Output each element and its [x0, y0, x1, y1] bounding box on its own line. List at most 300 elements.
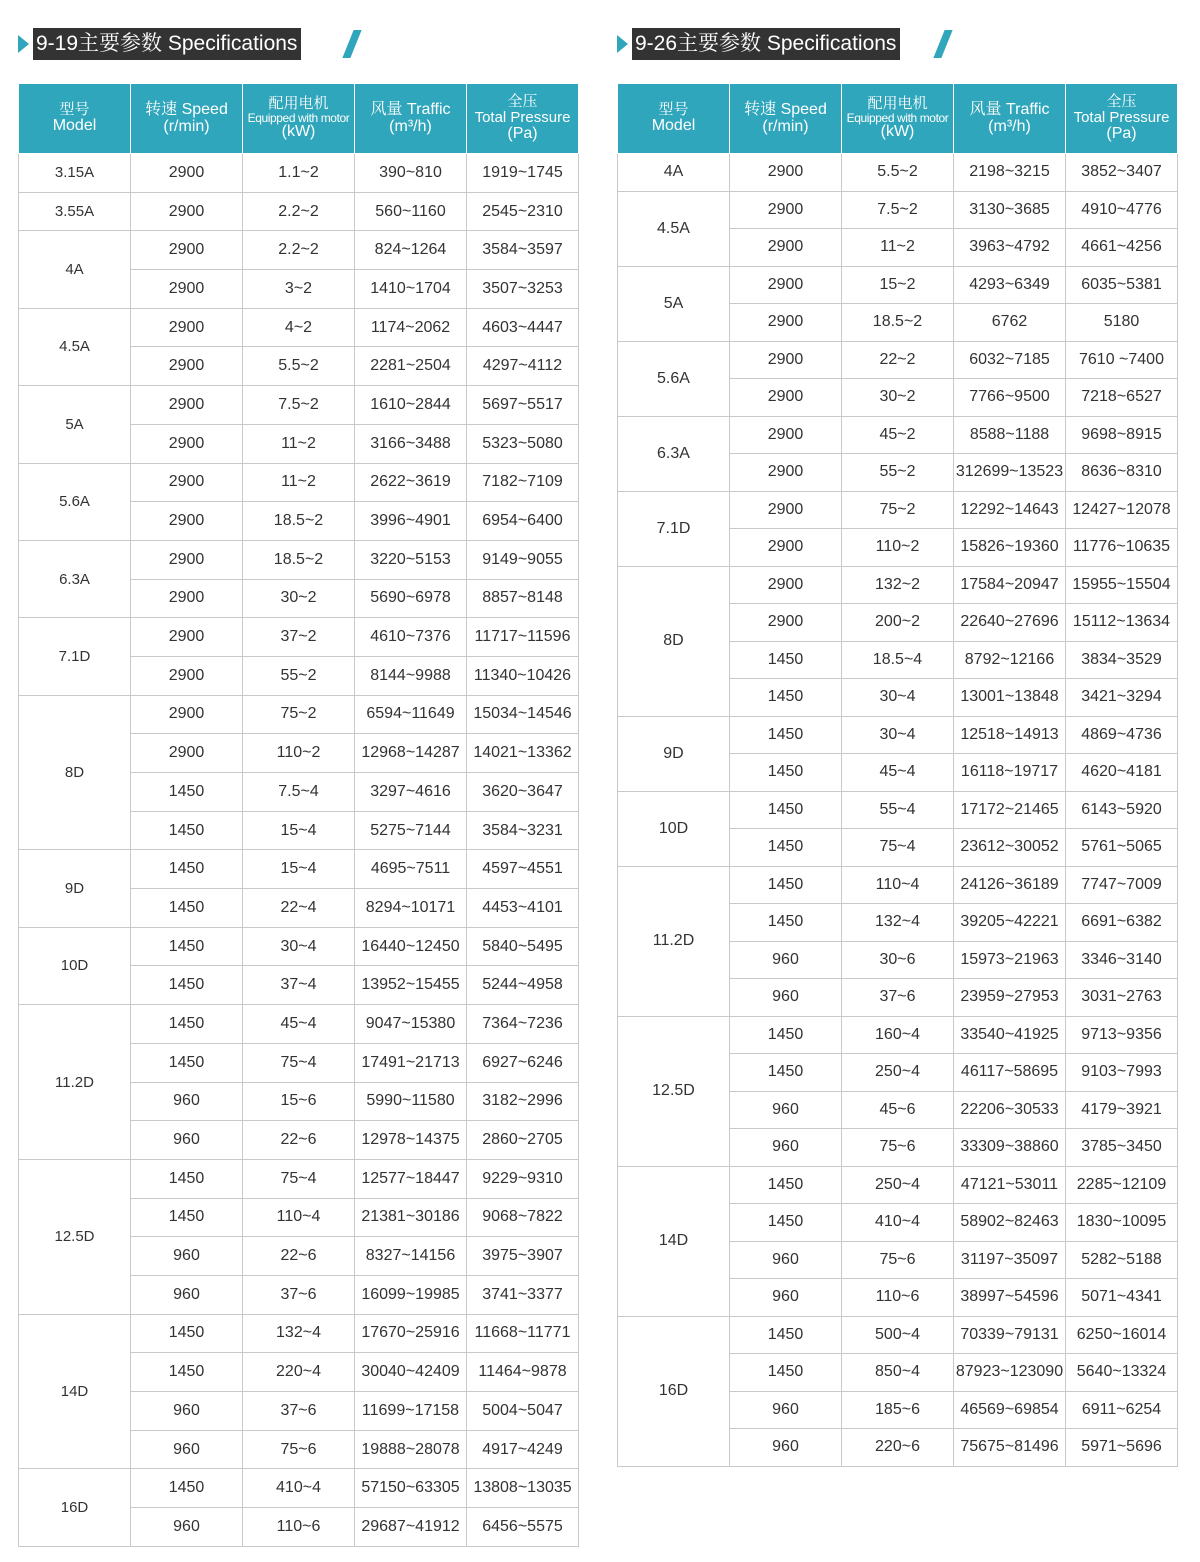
traffic-cell: 39205~42221: [954, 904, 1066, 942]
traffic-cell: 6594~11649: [355, 695, 467, 734]
pressure-cell: 9713~9356: [1066, 1016, 1178, 1054]
table-row: [19, 231, 579, 270]
traffic-cell: 58902~82463: [954, 1204, 1066, 1242]
motor-cell: 4~2: [243, 308, 355, 347]
pressure-cell: 5640~13324: [1066, 1354, 1178, 1392]
motor-cell: 500~4: [842, 1316, 954, 1354]
pressure-cell: 6035~5381: [1066, 266, 1178, 304]
model-cell: 11.2D: [618, 866, 730, 1016]
motor-cell: 2.2~2: [243, 231, 355, 270]
traffic-cell: 13952~15455: [355, 966, 467, 1005]
speed-cell: 1450: [730, 866, 842, 904]
pressure-cell: 8857~8148: [467, 579, 579, 618]
speed-cell: 1450: [131, 1469, 243, 1508]
motor-cell: 410~4: [842, 1204, 954, 1242]
pressure-cell: 7182~7109: [467, 463, 579, 502]
motor-cell: 110~4: [243, 1198, 355, 1237]
speed-cell: 2900: [730, 454, 842, 492]
pressure-cell: 3834~3529: [1066, 641, 1178, 679]
traffic-cell: 3297~4616: [355, 773, 467, 812]
pressure-cell: 13808~13035: [467, 1469, 579, 1508]
speed-cell: 2900: [131, 695, 243, 734]
header-row: [618, 84, 1178, 154]
motor-cell: 7.5~4: [243, 773, 355, 812]
pressure-cell: 5004~5047: [467, 1392, 579, 1431]
motor-cell: 5.5~2: [243, 347, 355, 386]
traffic-cell: 22206~30533: [954, 1091, 1066, 1129]
table-body: [19, 154, 579, 1547]
traffic-cell: 17491~21713: [355, 1043, 467, 1082]
speed-cell: 1450: [730, 1016, 842, 1054]
motor-cell: 45~6: [842, 1091, 954, 1129]
speed-cell: 960: [730, 1241, 842, 1279]
traffic-cell: 12577~18447: [355, 1159, 467, 1198]
traffic-cell: 46117~58695: [954, 1054, 1066, 1092]
traffic-cell: 33540~41925: [954, 1016, 1066, 1054]
motor-cell: 45~4: [243, 1005, 355, 1044]
traffic-cell: 8588~1188: [954, 416, 1066, 454]
pressure-cell: 3031~2763: [1066, 979, 1178, 1017]
header-pressure: 全压 Total Pressure (Pa): [467, 84, 579, 154]
table-row: [19, 308, 579, 347]
spec-table-9-26: [617, 83, 1178, 1467]
table-row: [19, 850, 579, 889]
traffic-cell: 1610~2844: [355, 386, 467, 425]
traffic-cell: 46569~69854: [954, 1391, 1066, 1429]
speed-cell: 2900: [131, 656, 243, 695]
speed-cell: 1450: [131, 1353, 243, 1392]
table-row: [19, 695, 579, 734]
model-cell: 6.3A: [618, 416, 730, 491]
motor-cell: 30~4: [842, 716, 954, 754]
speed-cell: 960: [131, 1082, 243, 1121]
motor-cell: 22~4: [243, 889, 355, 928]
pressure-cell: 6954~6400: [467, 502, 579, 541]
speed-cell: 2900: [131, 502, 243, 541]
traffic-cell: 2622~3619: [355, 463, 467, 502]
pressure-cell: 15112~13634: [1066, 604, 1178, 642]
motor-cell: 18.5~2: [243, 540, 355, 579]
traffic-cell: 5690~6978: [355, 579, 467, 618]
pressure-cell: 9698~8915: [1066, 416, 1178, 454]
pressure-cell: 7747~7009: [1066, 866, 1178, 904]
arrow-icon: [617, 35, 628, 53]
motor-cell: 7.5~2: [842, 191, 954, 229]
pressure-cell: 2545~2310: [467, 192, 579, 231]
speed-cell: 2900: [131, 308, 243, 347]
motor-cell: 55~2: [243, 656, 355, 695]
motor-cell: 410~4: [243, 1469, 355, 1508]
model-cell: 11.2D: [19, 1005, 131, 1160]
model-cell: 9D: [19, 850, 131, 927]
traffic-cell: 47121~53011: [954, 1166, 1066, 1204]
pressure-cell: 3507~3253: [467, 270, 579, 309]
model-cell: 9D: [618, 716, 730, 791]
motor-cell: 110~2: [842, 529, 954, 567]
speed-cell: 2900: [131, 734, 243, 773]
pressure-cell: 4603~4447: [467, 308, 579, 347]
pressure-cell: 7610 ~7400: [1066, 341, 1178, 379]
motor-cell: 11~2: [243, 424, 355, 463]
header-speed: 转速 Speed (r/min): [730, 84, 842, 154]
traffic-cell: 4695~7511: [355, 850, 467, 889]
model-cell: 5A: [19, 386, 131, 463]
pressure-cell: 11776~10635: [1066, 529, 1178, 567]
motor-cell: 30~6: [842, 941, 954, 979]
section-title: 9-26主要参数 Specifications: [632, 28, 900, 60]
header-traffic: 风量 Traffic (m³/h): [355, 84, 467, 154]
pressure-cell: 3975~3907: [467, 1237, 579, 1276]
model-cell: 7.1D: [19, 618, 131, 695]
traffic-cell: 390~810: [355, 154, 467, 193]
table-row: [19, 192, 579, 231]
speed-cell: 2900: [131, 579, 243, 618]
pressure-cell: 1830~10095: [1066, 1204, 1178, 1242]
traffic-cell: 24126~36189: [954, 866, 1066, 904]
traffic-cell: 23959~27953: [954, 979, 1066, 1017]
header-model: 型号 Model: [19, 84, 131, 154]
traffic-cell: 12518~14913: [954, 716, 1066, 754]
speed-cell: 960: [131, 1508, 243, 1547]
header-motor: 配用电机 Equipped with motor (kW): [842, 84, 954, 154]
motor-cell: 110~4: [842, 866, 954, 904]
spec-table-9-19: [18, 83, 579, 1547]
speed-cell: 1450: [131, 927, 243, 966]
traffic-cell: 57150~63305: [355, 1469, 467, 1508]
speed-cell: 1450: [131, 1043, 243, 1082]
arrow-icon: [18, 35, 29, 53]
traffic-cell: 3166~3488: [355, 424, 467, 463]
motor-cell: 30~2: [842, 379, 954, 417]
motor-cell: 11~2: [243, 463, 355, 502]
traffic-cell: 13001~13848: [954, 679, 1066, 717]
motor-cell: 11~2: [842, 229, 954, 267]
motor-cell: 45~2: [842, 416, 954, 454]
traffic-cell: 12292~14643: [954, 491, 1066, 529]
speed-cell: 2900: [730, 604, 842, 642]
pressure-cell: 3741~3377: [467, 1275, 579, 1314]
speed-cell: 2900: [730, 266, 842, 304]
traffic-cell: 2198~3215: [954, 154, 1066, 192]
pressure-cell: 9103~7993: [1066, 1054, 1178, 1092]
slash-decoration: [933, 30, 952, 58]
pressure-cell: 4910~4776: [1066, 191, 1178, 229]
pressure-cell: 3182~2996: [467, 1082, 579, 1121]
speed-cell: 1450: [131, 1159, 243, 1198]
table-row: [19, 1314, 579, 1353]
traffic-cell: 17670~25916: [355, 1314, 467, 1353]
table-row: [19, 1469, 579, 1508]
motor-cell: 15~2: [842, 266, 954, 304]
motor-cell: 30~4: [842, 679, 954, 717]
pressure-cell: 3584~3231: [467, 811, 579, 850]
model-cell: 7.1D: [618, 491, 730, 566]
pressure-cell: 4917~4249: [467, 1430, 579, 1469]
speed-cell: 2900: [730, 416, 842, 454]
header-row: [19, 84, 579, 154]
pressure-cell: 3620~3647: [467, 773, 579, 812]
motor-cell: 110~2: [243, 734, 355, 773]
pressure-cell: 4620~4181: [1066, 754, 1178, 792]
speed-cell: 1450: [131, 1314, 243, 1353]
traffic-cell: 8294~10171: [355, 889, 467, 928]
pressure-cell: 6927~6246: [467, 1043, 579, 1082]
traffic-cell: 8792~12166: [954, 641, 1066, 679]
section-title-bar: [617, 28, 957, 60]
traffic-cell: 8327~14156: [355, 1237, 467, 1276]
motor-cell: 75~4: [243, 1043, 355, 1082]
table-row: [618, 866, 1178, 904]
traffic-cell: 5275~7144: [355, 811, 467, 850]
speed-cell: 2900: [730, 341, 842, 379]
motor-cell: 132~4: [243, 1314, 355, 1353]
table-row: [19, 463, 579, 502]
motor-cell: 37~4: [243, 966, 355, 1005]
pressure-cell: 4179~3921: [1066, 1091, 1178, 1129]
motor-cell: 220~6: [842, 1429, 954, 1467]
pressure-cell: 5244~4958: [467, 966, 579, 1005]
traffic-cell: 6762: [954, 304, 1066, 342]
traffic-cell: 3220~5153: [355, 540, 467, 579]
table-row: [618, 266, 1178, 304]
traffic-cell: 9047~15380: [355, 1005, 467, 1044]
pressure-cell: 12427~12078: [1066, 491, 1178, 529]
motor-cell: 220~4: [243, 1353, 355, 1392]
motor-cell: 200~2: [842, 604, 954, 642]
pressure-cell: 2860~2705: [467, 1121, 579, 1160]
traffic-cell: 12978~14375: [355, 1121, 467, 1160]
speed-cell: 1450: [131, 773, 243, 812]
speed-cell: 960: [730, 1129, 842, 1167]
pressure-cell: 7218~6527: [1066, 379, 1178, 417]
speed-cell: 2900: [131, 424, 243, 463]
speed-cell: 960: [730, 1279, 842, 1317]
traffic-cell: 3130~3685: [954, 191, 1066, 229]
speed-cell: 2900: [131, 192, 243, 231]
model-cell: 12.5D: [618, 1016, 730, 1166]
speed-cell: 1450: [730, 791, 842, 829]
traffic-cell: 8144~9988: [355, 656, 467, 695]
traffic-cell: 23612~30052: [954, 829, 1066, 867]
model-cell: 5A: [618, 266, 730, 341]
speed-cell: 2900: [730, 529, 842, 567]
table-row: [618, 341, 1178, 379]
pressure-cell: 5282~5188: [1066, 1241, 1178, 1279]
speed-cell: 960: [131, 1430, 243, 1469]
pressure-cell: 6143~5920: [1066, 791, 1178, 829]
table-row: [19, 1159, 579, 1198]
speed-cell: 2900: [131, 386, 243, 425]
traffic-cell: 70339~79131: [954, 1316, 1066, 1354]
model-cell: 4.5A: [618, 191, 730, 266]
table-row: [618, 154, 1178, 192]
table-row: [19, 1005, 579, 1044]
pressure-cell: 1919~1745: [467, 154, 579, 193]
motor-cell: 55~4: [842, 791, 954, 829]
motor-cell: 22~6: [243, 1121, 355, 1160]
traffic-cell: 5990~11580: [355, 1082, 467, 1121]
speed-cell: 960: [730, 1391, 842, 1429]
header-model: 型号 Model: [618, 84, 730, 154]
traffic-cell: 3996~4901: [355, 502, 467, 541]
table-row: [618, 1016, 1178, 1054]
model-cell: 12.5D: [19, 1159, 131, 1314]
model-cell: 3.15A: [19, 154, 131, 193]
speed-cell: 2900: [131, 540, 243, 579]
pressure-cell: 3785~3450: [1066, 1129, 1178, 1167]
motor-cell: 75~6: [842, 1241, 954, 1279]
table-row: [618, 416, 1178, 454]
pressure-cell: 5971~5696: [1066, 1429, 1178, 1467]
speed-cell: 960: [730, 1429, 842, 1467]
header-speed: 转速 Speed (r/min): [131, 84, 243, 154]
model-cell: 10D: [19, 927, 131, 1004]
motor-cell: 1.1~2: [243, 154, 355, 193]
traffic-cell: 2281~2504: [355, 347, 467, 386]
pressure-cell: 15034~14546: [467, 695, 579, 734]
model-cell: 8D: [19, 695, 131, 850]
pressure-cell: 11340~10426: [467, 656, 579, 695]
pressure-cell: 5323~5080: [467, 424, 579, 463]
motor-cell: 18.5~4: [842, 641, 954, 679]
speed-cell: 1450: [131, 1198, 243, 1237]
pressure-cell: 3584~3597: [467, 231, 579, 270]
pressure-cell: 4661~4256: [1066, 229, 1178, 267]
pressure-cell: 15955~15504: [1066, 566, 1178, 604]
table-row: [618, 566, 1178, 604]
speed-cell: 1450: [730, 716, 842, 754]
motor-cell: 30~2: [243, 579, 355, 618]
motor-cell: 110~6: [842, 1279, 954, 1317]
traffic-cell: 75675~81496: [954, 1429, 1066, 1467]
pressure-cell: 3852~3407: [1066, 154, 1178, 192]
motor-cell: 22~6: [243, 1237, 355, 1276]
traffic-cell: 3963~4792: [954, 229, 1066, 267]
speed-cell: 960: [730, 979, 842, 1017]
speed-cell: 2900: [730, 304, 842, 342]
speed-cell: 1450: [131, 850, 243, 889]
speed-cell: 1450: [131, 889, 243, 928]
speed-cell: 960: [730, 941, 842, 979]
traffic-cell: 16099~19985: [355, 1275, 467, 1314]
speed-cell: 960: [730, 1091, 842, 1129]
table-row: [618, 1316, 1178, 1354]
traffic-cell: 824~1264: [355, 231, 467, 270]
speed-cell: 1450: [730, 829, 842, 867]
model-cell: 4A: [618, 154, 730, 192]
speed-cell: 960: [131, 1275, 243, 1314]
motor-cell: 850~4: [842, 1354, 954, 1392]
section-title: 9-19主要参数 Specifications: [33, 28, 301, 60]
speed-cell: 2900: [730, 379, 842, 417]
motor-cell: 22~2: [842, 341, 954, 379]
motor-cell: 250~4: [842, 1166, 954, 1204]
model-cell: 4A: [19, 231, 131, 308]
speed-cell: 1450: [730, 641, 842, 679]
motor-cell: 75~2: [243, 695, 355, 734]
speed-cell: 960: [131, 1237, 243, 1276]
speed-cell: 2900: [131, 347, 243, 386]
pressure-cell: 6250~16014: [1066, 1316, 1178, 1354]
traffic-cell: 16440~12450: [355, 927, 467, 966]
traffic-cell: 19888~28078: [355, 1430, 467, 1469]
motor-cell: 7.5~2: [243, 386, 355, 425]
pressure-cell: 9068~7822: [467, 1198, 579, 1237]
pressure-cell: 4453~4101: [467, 889, 579, 928]
speed-cell: 2900: [131, 270, 243, 309]
pressure-cell: 4597~4551: [467, 850, 579, 889]
speed-cell: 2900: [730, 191, 842, 229]
traffic-cell: 15973~21963: [954, 941, 1066, 979]
speed-cell: 2900: [730, 566, 842, 604]
model-cell: 14D: [618, 1166, 730, 1316]
speed-cell: 2900: [730, 491, 842, 529]
pressure-cell: 5761~5065: [1066, 829, 1178, 867]
speed-cell: 1450: [730, 754, 842, 792]
traffic-cell: 4610~7376: [355, 618, 467, 657]
traffic-cell: 15826~19360: [954, 529, 1066, 567]
motor-cell: 160~4: [842, 1016, 954, 1054]
header-pressure: 全压 Total Pressure (Pa): [1066, 84, 1178, 154]
motor-cell: 15~6: [243, 1082, 355, 1121]
speed-cell: 2900: [131, 618, 243, 657]
speed-cell: 1450: [730, 1166, 842, 1204]
motor-cell: 110~6: [243, 1508, 355, 1547]
speed-cell: 1450: [730, 1204, 842, 1242]
model-cell: 5.6A: [19, 463, 131, 540]
header-traffic: 风量 Traffic (m³/h): [954, 84, 1066, 154]
traffic-cell: 21381~30186: [355, 1198, 467, 1237]
pressure-cell: 3421~3294: [1066, 679, 1178, 717]
pressure-cell: 11668~11771: [467, 1314, 579, 1353]
motor-cell: 75~2: [842, 491, 954, 529]
speed-cell: 1450: [730, 1054, 842, 1092]
traffic-cell: 312699~13523: [954, 454, 1066, 492]
motor-cell: 37~6: [243, 1275, 355, 1314]
traffic-cell: 4293~6349: [954, 266, 1066, 304]
model-cell: 16D: [618, 1316, 730, 1466]
motor-cell: 15~4: [243, 811, 355, 850]
model-cell: 10D: [618, 791, 730, 866]
motor-cell: 15~4: [243, 850, 355, 889]
table-row: [618, 1166, 1178, 1204]
motor-cell: 75~4: [842, 829, 954, 867]
motor-cell: 55~2: [842, 454, 954, 492]
traffic-cell: 17584~20947: [954, 566, 1066, 604]
speed-cell: 1450: [730, 1316, 842, 1354]
motor-cell: 37~2: [243, 618, 355, 657]
pressure-cell: 5180: [1066, 304, 1178, 342]
pressure-cell: 5840~5495: [467, 927, 579, 966]
section-title-bar: [18, 28, 358, 60]
table-row: [618, 791, 1178, 829]
header-motor: 配用电机 Equipped with motor (kW): [243, 84, 355, 154]
motor-cell: 75~6: [243, 1430, 355, 1469]
table-body: [618, 154, 1178, 1467]
pressure-cell: 6456~5575: [467, 1508, 579, 1547]
traffic-cell: 87923~123090: [954, 1354, 1066, 1392]
speed-cell: 1450: [730, 1354, 842, 1392]
pressure-cell: 9149~9055: [467, 540, 579, 579]
pressure-cell: 11717~11596: [467, 618, 579, 657]
speed-cell: 2900: [730, 154, 842, 192]
speed-cell: 2900: [730, 229, 842, 267]
slash-decoration: [342, 30, 361, 58]
traffic-cell: 31197~35097: [954, 1241, 1066, 1279]
motor-cell: 75~4: [243, 1159, 355, 1198]
traffic-cell: 11699~17158: [355, 1392, 467, 1431]
table-row: [19, 618, 579, 657]
